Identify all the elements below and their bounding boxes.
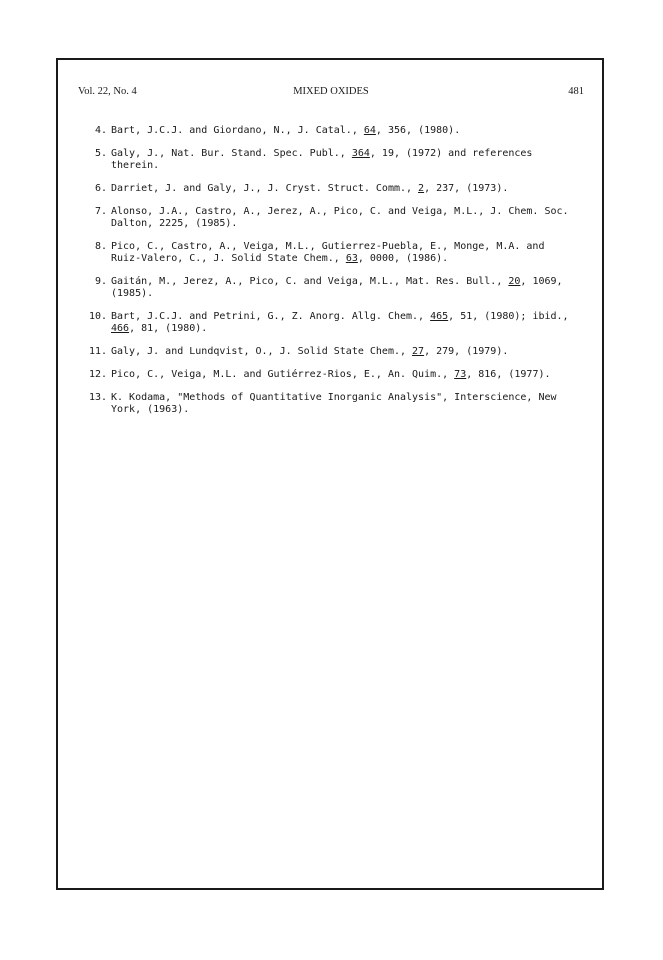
reference-item [80,346,578,358]
page-number: 481 [568,86,584,97]
reference-number: 7. [94,206,107,217]
citation-text: Galy, J. and Lundqvist, O., J. Solid State Chem., [111,346,413,357]
reference-text [111,206,569,229]
reference-number: 10. [88,311,107,322]
citation-text: , 279, (1979). [424,346,509,357]
reference-item [80,392,578,416]
reference-number: 11. [88,346,107,357]
reference-number: 5. [94,148,107,159]
citation-text: K. Kodama, "Methods of Quantitative Inorganic Analysis", Interscience, New York, (1963). [111,392,557,415]
citation-text: Darriet, J. and Galy, J., J. Cryst. Struct. Comm., [111,183,419,194]
reference-text [111,311,569,334]
reference-list [80,125,578,427]
reference-number: 4. [94,125,107,136]
citation-text: , 1069, (1985). [111,276,563,299]
reference-number: 12. [88,369,107,380]
running-header [78,86,584,102]
citation-text: , 237, (1973). [424,183,509,194]
reference-item [80,206,578,230]
reference-text [111,346,508,357]
reference-text [111,148,532,171]
reference-item [80,369,578,381]
reference-item [80,125,578,137]
reference-text [111,125,460,136]
reference-number: 6. [94,183,107,194]
volume-number: 466 [111,323,130,334]
citation-text: Galy, J., Nat. Bur. Stand. Spec. Publ., [111,148,352,159]
running-title: MIXED OXIDES [293,86,369,97]
citation-text: , 0000, (1986). [357,253,449,264]
reference-number: 13. [88,392,107,403]
volume-number: 20 [508,276,521,287]
reference-item [80,148,578,172]
reference-item [80,183,578,195]
citation-text: , 816, (1977). [466,369,551,380]
citation-text: Pico, C., Castro, A., Veiga, M.L., Gutierrez-Puebla, E., Monge, M.A. and Ruiz-Valero, C., J. Solid State Chem., [111,241,545,264]
citation-text: , 356, (1980). [375,125,461,136]
volume-issue: Vol. 22, No. 4 [78,86,137,97]
volume-number: 73 [454,369,467,380]
citation-text: , 51, (1980); ibid., [448,311,569,322]
citation-text: Gaitán, M., Jerez, A., Pico, C. and Veiga, M.L., Mat. Res. Bull., [111,276,509,287]
citation-text: Alonso, J.A., Castro, A., Jerez, A., Pico, C. and Veiga, M.L., J. Chem. Soc. Dalton, 2225, (1985). [111,206,569,229]
volume-number: 2 [418,183,425,194]
reference-text [111,241,544,264]
reference-item [80,311,578,335]
volume-number: 63 [345,253,358,264]
reference-text [111,369,551,380]
volume-number: 64 [363,125,376,136]
journal-page [56,58,604,890]
citation-text: , 19, (1972) and references therein. [111,148,533,171]
volume-number: 364 [351,148,370,159]
reference-text [111,183,508,194]
reference-text [111,392,557,415]
volume-number: 27 [412,346,425,357]
citation-text: Bart, J.C.J. and Giordano, N., J. Catal., [111,125,364,136]
reference-number: 8. [94,241,107,252]
citation-text: , 81, (1980). [129,323,208,334]
reference-text [111,276,563,299]
citation-text: Pico, C., Veiga, M.L. and Gutiérrez-Rios, E., An. Quim., [111,369,455,380]
citation-text: Bart, J.C.J. and Petrini, G., Z. Anorg. Allg. Chem., [111,311,431,322]
reference-number: 9. [94,276,107,287]
volume-number: 465 [430,311,449,322]
reference-item [80,241,578,265]
reference-item [80,276,578,300]
